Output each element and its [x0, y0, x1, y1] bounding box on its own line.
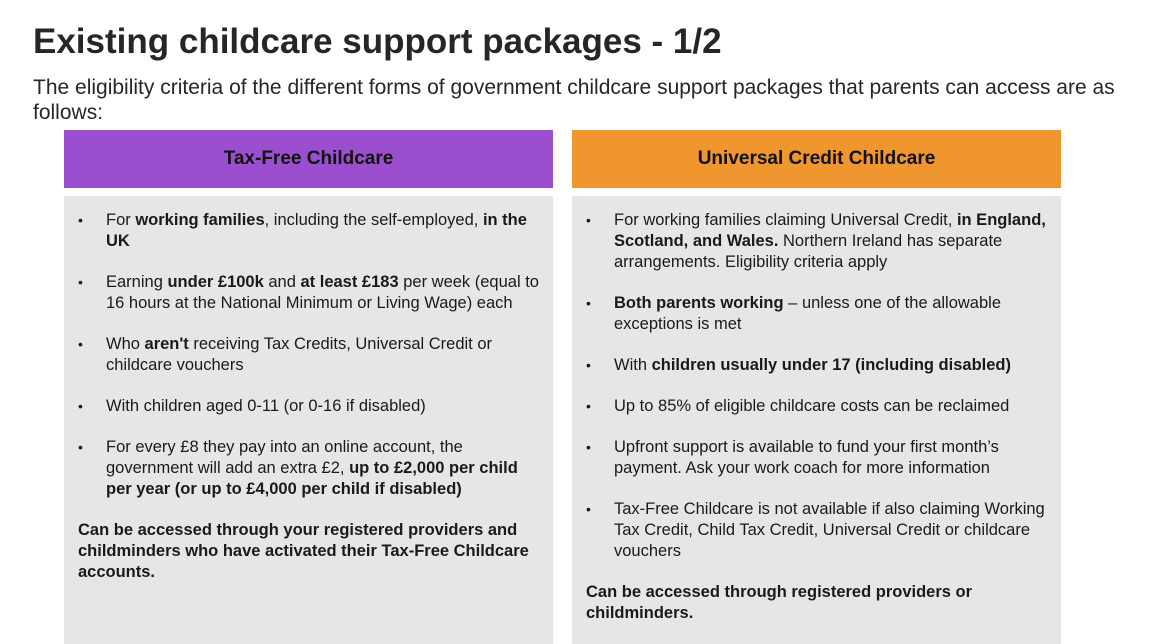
bullet-bold-text: up to £2,000 per child per year (or up to £4,000 per child if disabled)	[106, 459, 518, 498]
bullet-text: , including the self-employed,	[264, 211, 483, 229]
bullet-bold-text: Both parents working	[614, 294, 784, 312]
bullet-text: For every £8 they pay into an online account, the government will add an extra £2,	[106, 438, 463, 477]
bullet-item	[586, 293, 1047, 335]
bullet-text: With children aged 0-11 (or 0-16 if disabled)	[106, 397, 426, 415]
bullet-text: receiving Tax Credits, Universal Credit or childcare vouchers	[106, 335, 493, 374]
bullet-item	[586, 355, 1047, 376]
universal-credit-childcare-bullets	[586, 210, 1047, 562]
bullet-item	[78, 272, 539, 314]
bullet-item	[78, 396, 539, 417]
bullet-text: Tax-Free Childcare is not available if also claiming Working Tax Credit, Child Tax Credit, Universal Credit or childcare vouchers	[614, 500, 1045, 560]
bullet-text: Up to 85% of eligible childcare costs can be reclaimed	[614, 397, 1010, 415]
bullet-text: Earning	[106, 273, 168, 291]
bullet-text: Upfront support is available to fund your first month’s payment. Ask your work coach for more information	[614, 438, 999, 477]
bullet-bold-text: children usually under 17 (including disabled)	[651, 356, 1011, 374]
page-title: Existing childcare support packages - 1/2	[33, 22, 722, 61]
universal-credit-childcare-body	[572, 196, 1061, 644]
bullet-text: per week (equal to 16 hours at the National Minimum or Living Wage) each	[106, 273, 539, 312]
universal-credit-childcare-access-note: Can be accessed through registered providers or childminders.	[586, 583, 973, 622]
bullet-bold-text: aren't	[144, 335, 189, 353]
bullet-bold-text: at least £183	[300, 273, 399, 291]
universal-credit-childcare-header: Universal Credit Childcare	[572, 130, 1061, 188]
bullet-bold-text: in the UK	[106, 211, 527, 250]
bullet-text: With	[614, 356, 652, 374]
bullet-text: For	[106, 211, 136, 229]
bullet-bold-text: under £100k	[167, 273, 264, 291]
bullet-item	[78, 437, 539, 500]
bullet-text: Northern Ireland has separate arrangements. Eligibility criteria apply	[614, 232, 1003, 271]
bullet-item	[586, 396, 1047, 417]
bullet-bold-text: in England, Scotland, and Wales.	[614, 211, 1046, 250]
tax-free-childcare-bullets	[78, 210, 539, 500]
bullet-text: and	[263, 273, 301, 291]
bullet-item	[586, 499, 1047, 562]
universal-credit-childcare-panel	[572, 130, 1061, 644]
tax-free-childcare-header: Tax-Free Childcare	[64, 130, 553, 188]
bullet-text: Who	[106, 335, 145, 353]
bullet-text: – unless one of the allowable exceptions is met	[614, 294, 1001, 333]
bullet-bold-text: working families	[135, 211, 265, 229]
tax-free-childcare-body	[64, 196, 553, 644]
tax-free-childcare-panel	[64, 130, 553, 644]
bullet-item	[78, 210, 539, 252]
bullet-item	[586, 210, 1047, 273]
tax-free-childcare-access-note: Can be accessed through your registered providers and childminders who have activated their Tax-Free Childcare accounts.	[78, 521, 529, 581]
bullet-item	[586, 437, 1047, 479]
page-subtitle: The eligibility criteria of the different forms of government childcare support packages that parents can access are as follows:	[33, 76, 1115, 124]
bullet-text: For working families claiming Universal Credit,	[614, 211, 957, 229]
bullet-item	[78, 334, 539, 376]
